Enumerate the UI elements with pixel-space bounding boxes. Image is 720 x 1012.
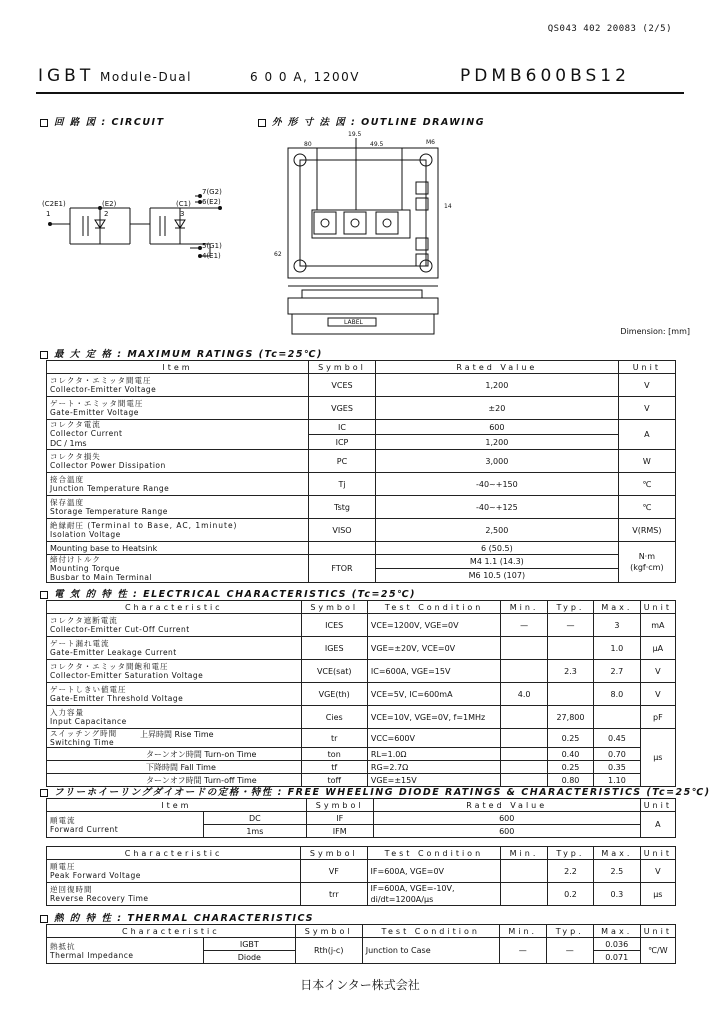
elec-row-tf: 下降時間 Fall Time tf RG=2.7Ω 0.25 0.35 xyxy=(47,761,676,774)
max-row-ic: コレクタ電流 Collector Current DC / 1ms IC 600 A xyxy=(47,420,676,435)
max-row-vces: コレクタ・エミッタ間電圧 Collector-Emitter Voltage VCES 1,200 V xyxy=(47,374,676,397)
label-e1: 4(E1) xyxy=(202,252,221,260)
thermal-row-igbt: 熱抵抗 Thermal Impedance IGBT Rth(j-c) Junction to Case — — 0.036 ℃/W xyxy=(47,938,676,951)
company-footer: 日本インター株式会社 xyxy=(300,978,420,992)
dim-80: 80 xyxy=(304,141,312,148)
device-rating: 6 0 0 A, 1200V xyxy=(250,70,360,84)
circuit-diagram xyxy=(40,180,230,270)
fwd-row-if: 順電流 Forward Current DC IF 600 A xyxy=(47,812,676,825)
elec-row-vcesat: コレクタ・エミッタ間飽和電圧 Collector-Emitter Saturation Voltage VCE(sat) IC=600A, VGE=15V 2.3 2.7 V xyxy=(47,660,676,683)
section-maximum-ratings: 最 大 定 格 : MAXIMUM RATINGS (Tc=25℃) xyxy=(40,346,323,360)
device-type: IGBT xyxy=(38,66,95,86)
section-circuit: 回 路 図 : CIRCUIT xyxy=(40,114,165,128)
label-3: 3 xyxy=(180,210,185,218)
section-outline: 外 形 寸 法 図 : OUTLINE DRAWING xyxy=(258,114,485,128)
section-thermal: 熱 的 特 性 : THERMAL CHARACTERISTICS xyxy=(40,910,314,924)
label-c2e1: (C2E1) xyxy=(42,200,66,208)
part-number: PDMB600BS12 xyxy=(460,66,630,86)
thermal-table: Characteristic Symbol Test Condition Min. Typ. Max. Unit 熱抵抗 Thermal Impedance IGBT Rth(j-c) Junction to Case — — 0.036 ℃/W Diode 0.071 xyxy=(46,924,676,964)
label-2: 2 xyxy=(104,210,109,218)
outline-label: LABEL xyxy=(344,319,363,326)
max-row-vges: ゲート・エミッタ間電圧 Gate-Emitter Voltage VGES ±20 V xyxy=(47,397,676,420)
header-rule xyxy=(36,92,684,94)
label-e2: (E2) xyxy=(102,200,117,208)
max-row-icp: ICP 1,200 xyxy=(47,435,676,450)
elec-row-iges: ゲート漏れ電流 Gate-Emitter Leakage Current IGES VGE=±20V, VCE=0V 1.0 μA xyxy=(47,637,676,660)
fwd-row-vf: 順電圧 Peak Forward Voltage VF IF=600A, VGE=0V 2.2 2.5 V xyxy=(47,860,676,883)
elec-row-tr: スイッチング時間 Switching Time 上昇時間 Rise Time tr VCC=600V 0.25 0.45 μs xyxy=(47,729,676,748)
document-id: QS043 402 20083 (2/5) xyxy=(547,24,672,34)
dim-19-5: 19.5 xyxy=(348,131,362,138)
elec-row-toff: ターンオフ時間 Turn-off Time toff VGE=±15V 0.80 1.10 xyxy=(47,774,676,787)
fwd-ratings-table: Item Symbol Rated Value Unit 順電流 Forward Current DC IF 600 A 1ms IFM 600 xyxy=(46,798,676,838)
max-row-torque: 締付けトルク Mounting Torque Busbar to Main Terminal FTOR M4 1.1 (14.3) xyxy=(47,555,676,569)
dim-14: 14 xyxy=(444,203,452,210)
fwd-char-table: Characteristic Symbol Test Condition Min. Typ. Max. Unit 順電圧 Peak Forward Voltage VF IF=600A, VGE=0V 2.2 2.5 V 逆回復時間 Reverse Recovery Time trr IF=600A, VGE=-10V, di/dt=1200A/μs 0.2 0.3 μs xyxy=(46,846,676,906)
dim-49-5: 49.5 xyxy=(370,141,384,148)
thermal-row-diode: Diode 0.071 xyxy=(47,951,676,964)
dim-m6: M6 xyxy=(426,139,435,146)
elec-row-ton: ターンオン時間 Turn-on Time ton RL=1.0Ω 0.40 0.70 xyxy=(47,748,676,761)
elec-row-ices: コレクタ遮断電流 Collector-Emitter Cut-Off Current ICES VCE=1200V, VGE=0V — — 3 mA xyxy=(47,614,676,637)
electrical-table: Characteristic Symbol Test Condition Min. Typ. Max. Unit コレクタ遮断電流 Collector-Emitter Cut-Off Current ICES VCE=1200V, VGE=0V — — 3 mA ゲート漏れ電流 Gate-Emitter Leakage Current IGES VGE=±20V, VCE=0V 1.0 μA コレクタ・エミッタ間飽和電圧 Collector-Emitter Saturation Voltage VCE(sat) IC=600A, VGE=15V 2.3 2.7 V ゲートしきい値電圧 Gate-Emitter Threshold Voltage VGE(th) VCE=5V, IC=600mA 4.0 8.0 V 入力容量 Input Capacitance Cies VCE=10V, VGE=0V, f=1MHz 27,800 pF スイッチング時間 Switching Time 上昇時間 Rise Time tr VCC=600V 0.25 0.45 μs ターンオン時間 Turn-on Time ton RL=1.0Ω 0.40 0.70 下降時間 Fall Time tf RG=2.7Ω 0.25 0.35 ターンオフ時間 Turn-off Time toff VGE=±15V 0.80 1.10 xyxy=(46,600,676,787)
fwd-row-ifm: 1ms IFM 600 xyxy=(47,825,676,838)
module-type: Module-Dual xyxy=(100,70,192,84)
elec-row-vgeth: ゲートしきい値電圧 Gate-Emitter Threshold Voltage VGE(th) VCE=5V, IC=600mA 4.0 8.0 V xyxy=(47,683,676,706)
section-fwd: フリーホイーリングダイオードの定格・特性 : FREE WHEELING DIODE RATINGS & CHARACTERISTICS (Tc=25℃) xyxy=(40,784,711,798)
dim-62: 62 xyxy=(274,251,282,258)
max-row-pc: コレクタ損失 Collector Power Dissipation PC 3,000 W xyxy=(47,450,676,473)
section-electrical: 電 気 的 特 性 : ELECTRICAL CHARACTERISTICS (Tc=25℃) xyxy=(40,586,416,600)
fwd-row-trr: 逆回復時間 Reverse Recovery Time trr IF=600A, VGE=-10V, di/dt=1200A/μs 0.2 0.3 μs xyxy=(47,883,676,906)
max-row-tj: 接合温度 Junction Temperature Range Tj -40~+150 ℃ xyxy=(47,473,676,496)
label-g2: 7(G2) xyxy=(202,188,222,196)
elec-row-cies: 入力容量 Input Capacitance Cies VCE=10V, VGE=0V, f=1MHz 27,800 pF xyxy=(47,706,676,729)
outline-drawing xyxy=(272,128,472,338)
label-e2b: 6(E2) xyxy=(202,198,221,206)
max-row-torque-m6: M6 10.5 (107) xyxy=(47,569,676,583)
dimension-unit-note: Dimension: [mm] xyxy=(620,327,690,336)
label-g1: 5(G1) xyxy=(202,242,222,250)
max-ratings-table: Item Symbol Rated Value Unit コレクタ・エミッタ間電圧 Collector-Emitter Voltage VCES 1,200 V ゲート・エミッタ間電圧 Gate-Emitter Voltage VGES ±20 V コレクタ電流 Collector Current DC / 1ms IC 600 A ICP 1,200 コレクタ損失 Collector Power Dissipation PC 3,000 W 接合温度 Junction Temperature Range Tj -40~+150 ℃ 保存温度 Storage Temperature Range Tstg -40~+125 ℃ 絶縁耐圧 (Terminal to Base, AC, 1minute) Isolation Voltage VISO 2,500 V(RMS) Mounting base to Heatsink 6 (50.5) N·m (kgf·cm) 締付けトルク Mounting Torque Busbar to Main Terminal FTOR M4 1.1 (14.3) M6 10.5 (107) xyxy=(46,360,676,583)
label-c1: (C1) xyxy=(176,200,191,208)
max-row-mount-heatsink: Mounting base to Heatsink 6 (50.5) N·m (kgf·cm) xyxy=(47,542,676,555)
label-1: 1 xyxy=(46,210,51,218)
max-row-tstg: 保存温度 Storage Temperature Range Tstg -40~+125 ℃ xyxy=(47,496,676,519)
max-row-viso: 絶縁耐圧 (Terminal to Base, AC, 1minute) Isolation Voltage VISO 2,500 V(RMS) xyxy=(47,519,676,542)
